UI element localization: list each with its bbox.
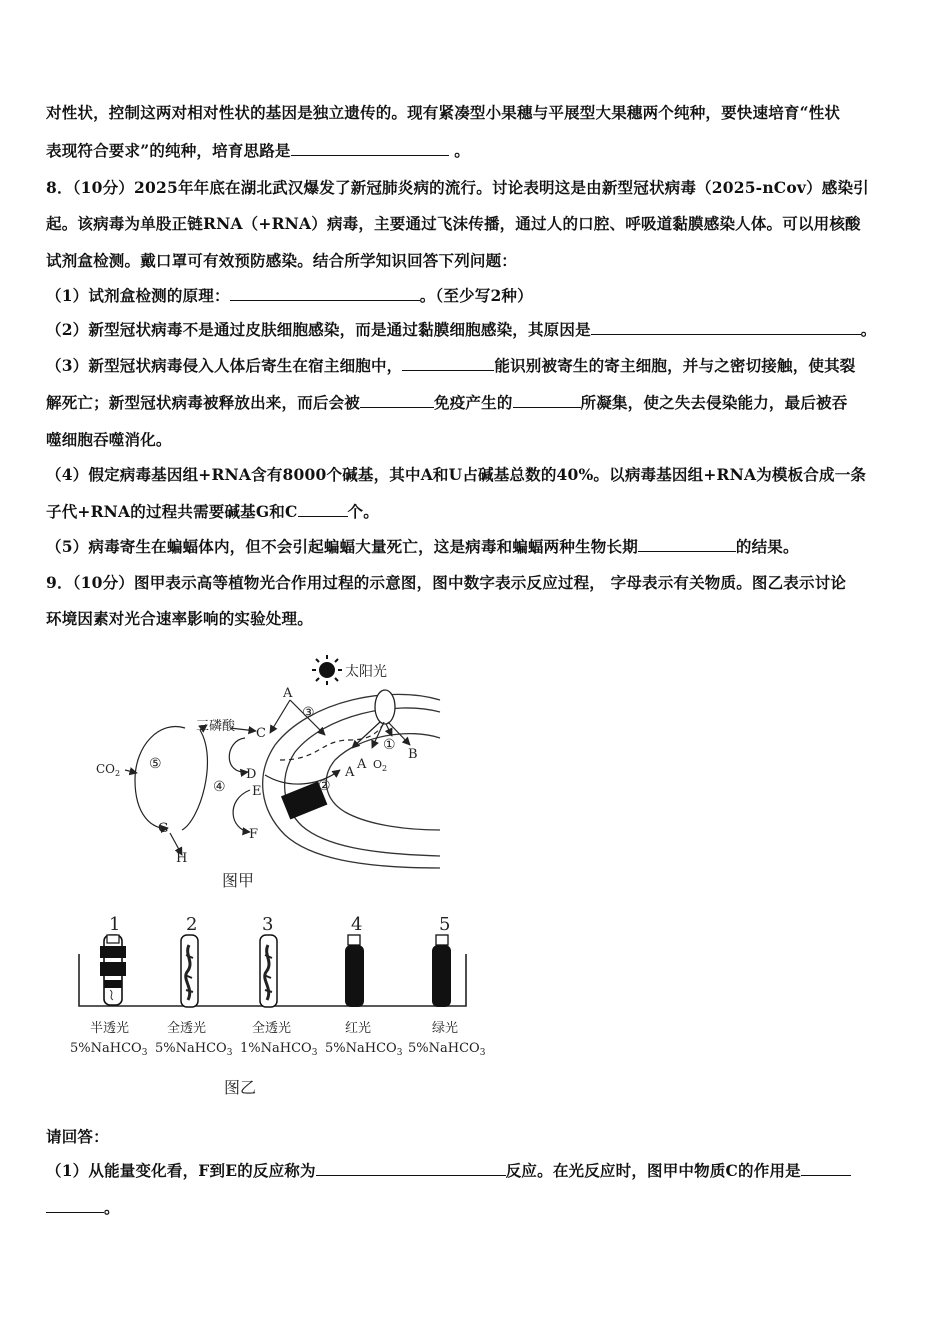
label-H: H — [176, 851, 188, 866]
solution-label: 5%NaHCO$_3$ — [408, 1041, 486, 1058]
label-G: G — [158, 821, 169, 836]
text-line-14: 9．（10分）图甲表示高等植物光合作用过程的示意图，图中数字表示反应过程， 字母表示有关物质。图乙表示讨论 — [46, 573, 847, 592]
arrow-E-to-F — [233, 790, 250, 832]
text-line-16: 请回答： — [46, 1127, 109, 1146]
light-label: 全透光 — [167, 1021, 207, 1036]
tube-number: 2 — [186, 914, 198, 935]
step-1-label: ① — [383, 737, 396, 753]
light-label: 全透光 — [252, 1021, 292, 1036]
text-line-9: 解死亡；新型冠状病毒被释放出来，而后会被 免疫产生的 所凝集，使之失去侵染能力，最后被吞 — [46, 393, 848, 412]
solution-label: 5%NaHCO$_3$ — [155, 1041, 233, 1058]
co2-label: $CO_2$ — [96, 762, 121, 778]
tube-number: 1 — [109, 914, 121, 935]
text-line-6: （1）试剂盒检测的原理： 。（至少写2种） — [46, 286, 533, 305]
label-A-right: A — [357, 757, 367, 772]
text-line-12: 子代+RNA的过程共需要碱基G和C 个。 — [46, 502, 379, 521]
light-label: 半透光 — [90, 1021, 130, 1036]
figure-yi — [70, 914, 486, 1097]
test-tube-1 — [100, 935, 126, 1005]
cycle-arrow-4 — [182, 730, 207, 830]
label-B: B — [408, 747, 418, 762]
tube-number: 5 — [439, 914, 451, 935]
text-line-10: 噬细胞吞噬消化。 — [46, 430, 172, 449]
tube-number: 4 — [351, 914, 363, 935]
figure-jia — [96, 655, 440, 890]
solution-label: 5%NaHCO$_3$ — [325, 1041, 403, 1058]
o2-label: $O_2$ — [373, 758, 388, 773]
chloroplast-membranes — [263, 694, 440, 868]
label-A-top: A — [283, 686, 293, 701]
step-3-label: ③ — [302, 705, 315, 721]
text-line-1: 对性状，控制这两对相对性状的基因是独立遗传的。现有紧凑型小果穗与平展型大果穗两个纯种，要快速培育“性状 — [46, 103, 841, 122]
sun-icon — [312, 655, 342, 685]
text-line-15: 环境因素对光合速率影响的实验处理。 — [46, 609, 313, 628]
text-line-3: 8．（10分）2025年年底在湖北武汉爆发了新冠肺炎病的流行。讨论表明这是由新型冠状病毒（2025-nCov）感染引 — [46, 178, 869, 197]
text-line-5: 试剂盒检测。戴口罩可有效预防感染。结合所学知识回答下列问题： — [46, 251, 518, 270]
thylakoid-ellipse — [375, 690, 395, 724]
figure-yi-caption: 图乙 — [224, 1078, 257, 1097]
text-line-18: 。 — [46, 1198, 120, 1218]
test-tube-3 — [260, 935, 277, 1007]
light-label: 绿光 — [432, 1021, 459, 1036]
label-A-mid: A — [345, 765, 355, 780]
step-2-label: ② — [318, 778, 331, 794]
figure-jia-caption: 图甲 — [222, 871, 255, 890]
cycle-arrow-5 — [135, 727, 185, 829]
text-line-7: （2）新型冠状病毒不是通过皮肤细胞感染，而是通过黏膜细胞感染，其原因是 。 — [46, 320, 877, 339]
label-D: D — [246, 767, 257, 782]
tube-number: 3 — [262, 914, 274, 935]
solution-label: 5%NaHCO$_3$ — [70, 1041, 148, 1058]
step-4-label: ④ — [213, 779, 226, 795]
label-C: C — [256, 726, 266, 741]
text-line-11: （4）假定病毒基因组+RNA含有8000个碱基，其中A和U占碱基总数的40%。以病毒基因组+RNA为模板合成一条 — [46, 465, 867, 484]
test-tube-5 — [432, 935, 451, 1007]
text-line-17: （1）从能量变化看，F到E的反应称为 反应。在光反应时，图甲中物质C的作用是 — [46, 1161, 851, 1181]
solution-label: 1%NaHCO$_3$ — [240, 1041, 318, 1058]
text-line-13: （5）病毒寄生在蝙蝠体内，但不会引起蝙蝠大量死亡，这是病毒和蝙蝠两种生物长期 的结果。 — [46, 537, 799, 556]
label-E: E — [252, 784, 262, 799]
dashed-path — [280, 722, 385, 760]
sun-label: 太阳光 — [345, 664, 387, 680]
text-line-4: 起。该病毒为单股正链RNA（+RNA）病毒，主要通过飞沫传播，通过人的口腔、呼吸道黏膜感染人体。可以用核酸 — [46, 214, 861, 233]
step-5-label: ⑤ — [149, 756, 162, 772]
test-tube-2 — [181, 935, 198, 1007]
triphosphate-label: 三磷酸 — [196, 719, 236, 734]
text-line-2: 表现符合要求”的纯种，培育思路是 。 — [46, 141, 470, 160]
test-tube-4 — [345, 935, 364, 1007]
light-label: 红光 — [345, 1021, 372, 1036]
text-line-8: （3）新型冠状病毒侵入人体后寄生在宿主细胞中， 能识别被寄生的寄主细胞，并与之密切接触，使其裂 — [46, 356, 856, 375]
label-F: F — [249, 827, 259, 842]
